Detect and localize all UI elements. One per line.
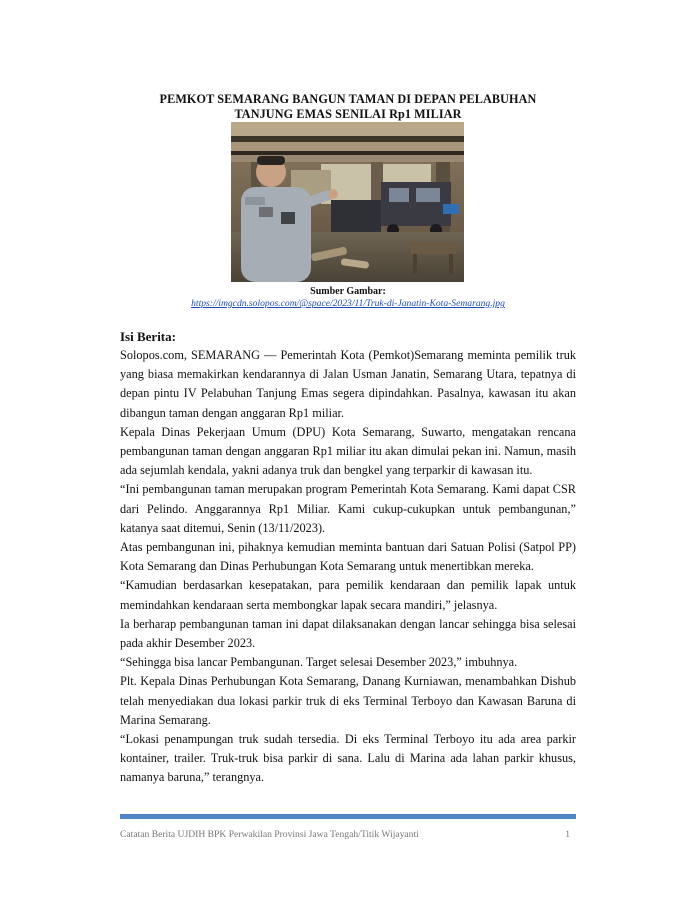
paragraph: Plt. Kepala Dinas Perhubungan Kota Semarang, Danang Kurniawan, menambahkan Dishub telah menyediakan dua lokasi parkir truk di eks Terminal Terboyo dan Kawasan Baruna di Marina Semarang. — [120, 674, 576, 727]
news-photo — [231, 122, 464, 282]
title-line-2: TANJUNG EMAS SENILAI Rp1 MILIAR — [234, 107, 462, 121]
paragraph: “Lokasi penampungan truk sudah tersedia. Di eks Terminal Terboyo itu ada area parkir kontainer, trailer. Truk-truk bisa parkir di sana. Lalu di Marina ada lahan parkir khusus, namanya baruna,” terangnya. — [120, 732, 576, 785]
page-number: 1 — [565, 829, 570, 840]
paragraph: Solopos.com, SEMARANG — Pemerintah Kota (Pemkot)Semarang meminta pemilik truk yang biasa memakirkan kendarannya di Jalan Usman Janatin, Semarang Utara, tepatnya di depan pintu IV Pelabuhan Tanjung Emas segera dipindahkan. Pasalnya, kawasan itu akan dibangun taman dengan anggaran Rp1 miliar. — [120, 348, 576, 420]
paragraph: “Ini pembangunan taman merupakan program Pemerintah Kota Semarang. Kami dapat CSR dari Pelindo. Anggarannya Rp1 Miliar. Kami cukup-cukupkan untuk pembangunan,” katanya saat ditemui, Senin (13/11/2023). — [120, 482, 576, 535]
paragraph: “Kamudian berdasarkan kesepatakan, para pemilik kendaraan dan pemilik lapak untuk memindahkan kendaraan serta membongkar lapak secara mandiri,” jelasnya. — [120, 578, 576, 612]
paragraph: “Sehingga bisa lancar Pembangunan. Target selesai Desember 2023,” imbuhnya. — [120, 655, 518, 670]
title-line-1: PEMKOT SEMARANG BANGUN TAMAN DI DEPAN PELABUHAN — [159, 92, 537, 106]
footer-text: Catatan Berita UJDIH BPK Perwakilan Provinsi Jawa Tengah/Titik Wijayanti — [120, 829, 419, 840]
footer-divider — [120, 814, 576, 819]
section-label: Isi Berita: — [120, 329, 176, 344]
page-footer — [120, 829, 576, 841]
article-title — [118, 92, 578, 122]
paragraph: Ia berharap pembangunan taman ini dapat dilaksanakan dengan lancar sehingga bisa selesai pada akhir Desember 2023. — [120, 616, 576, 651]
image-source-link[interactable]: https://imgcdn.solopos.com/@space/2023/11/Truk-di-Janatin-Kota-Semarang.jpg — [191, 298, 505, 309]
paragraph: Atas pembangunan ini, pihaknya kemudian meminta bantuan dari Satuan Polisi (Satpol PP) Kota Semarang dan Dinas Perhubungan Kota Semarang untuk menertibkan mereka. — [120, 540, 576, 574]
paragraph: Kepala Dinas Pekerjaan Umum (DPU) Kota Semarang, Suwarto, mengatakan rencana pembangunan taman dengan anggaran Rp1 miliar itu akan dimulai pekan ini. Namun, masih ada sejumlah kendala, yakni adanya truk dan bengkel yang terparkir di kawasan itu. — [120, 424, 576, 478]
image-caption-label: Sumber Gambar: — [310, 286, 386, 297]
article-body — [120, 346, 576, 788]
